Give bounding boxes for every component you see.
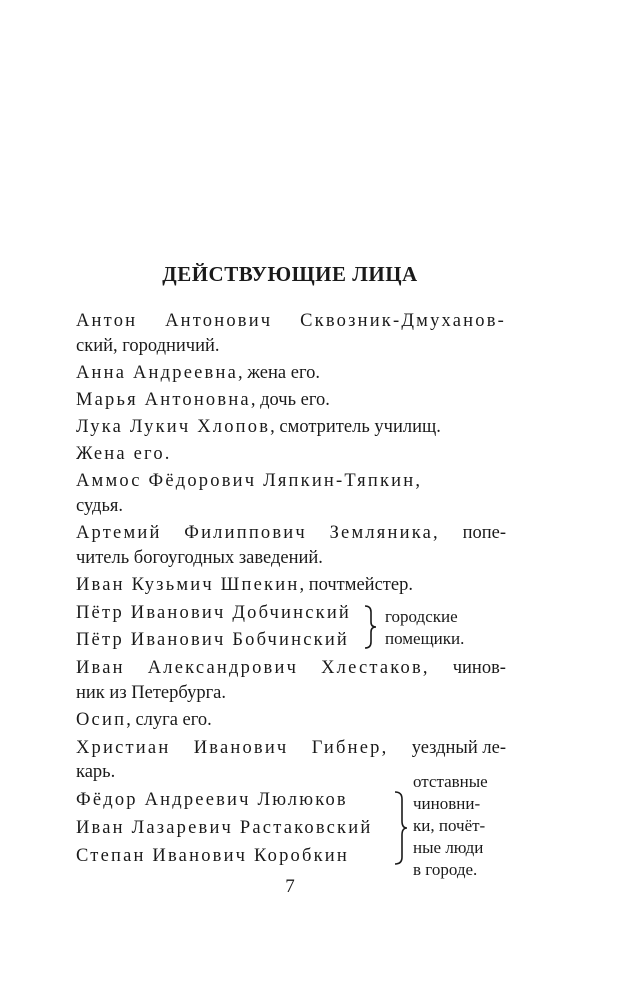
character-rastakovsky: Иван Лазаревич Растаковский xyxy=(76,818,373,838)
name-word: Гибнер, xyxy=(311,738,389,758)
character-desc: чинов- xyxy=(452,658,506,678)
brace-icon xyxy=(392,790,410,866)
page-title: ДЕЙСТВУЮЩИЕ ЛИЦА xyxy=(162,262,418,286)
character-desc: , смотритель училищ. xyxy=(270,417,441,437)
character-desc: , жена его. xyxy=(238,363,320,383)
name-word: Антон xyxy=(76,311,138,331)
note-line: отставные xyxy=(413,772,488,791)
character-dobchinsky: Пётр Иванович Добчинский xyxy=(76,603,352,623)
name-word: Иванович xyxy=(193,738,289,758)
character-zemlyanika-cont: читель богоугодных заведений. xyxy=(76,548,323,568)
name-word: Иван xyxy=(76,658,125,678)
character-name: Аммос Фёдорович Ляпкин-Тяпкин xyxy=(76,471,416,491)
character-khlestakov-cont: ник из Петербурга. xyxy=(76,683,226,703)
character-desc: , дочь его. xyxy=(250,390,330,410)
landowners-note xyxy=(385,606,464,650)
note-line: чиновни- xyxy=(413,794,481,813)
name-word: Артемий xyxy=(76,523,162,543)
note-line: ные люди xyxy=(413,838,484,857)
name-word: Земляника, xyxy=(329,523,440,543)
character-desc: уездный ле- xyxy=(411,738,506,758)
note-line: городские xyxy=(385,607,458,626)
character-gibner-cont: карь. xyxy=(76,762,116,782)
note-line: ки, почёт- xyxy=(413,816,486,835)
name-word: Христиан xyxy=(76,738,171,758)
name-word: Хлестаков, xyxy=(321,658,430,678)
character-name: Иван Кузьмич Шпекин xyxy=(76,575,300,595)
character-skvoznik xyxy=(76,311,506,332)
character-khlopov xyxy=(76,417,441,438)
character-name: Марья Антоновна xyxy=(76,390,251,410)
brace-icon xyxy=(362,604,378,650)
character-name: Осип xyxy=(76,710,127,730)
character-gibner xyxy=(76,738,506,759)
character-name: Жена его. xyxy=(76,444,172,464)
character-khlestakov xyxy=(76,658,506,679)
character-desc: попе- xyxy=(462,523,506,543)
character-desc: , почтмейстер. xyxy=(299,575,413,595)
character-lyapkin-cont: судья. xyxy=(76,496,124,516)
page-number: 7 xyxy=(285,876,295,897)
character-zemlyanika xyxy=(76,523,506,544)
name-word: Сквозник-Дмуханов- xyxy=(300,311,506,331)
character-lyulyukov: Фёдор Андреевич Люлюков xyxy=(76,790,348,810)
character-wife xyxy=(76,444,172,465)
character-osip xyxy=(76,710,212,731)
character-marya xyxy=(76,390,330,411)
character-skvoznik-cont: ский, городничий. xyxy=(76,336,220,356)
character-desc: , xyxy=(415,471,421,491)
note-line: в городе. xyxy=(413,860,478,879)
character-anna xyxy=(76,363,320,384)
officials-note xyxy=(413,771,488,881)
character-name: Анна Андреевна xyxy=(76,363,238,383)
character-bobchinsky: Пётр Иванович Бобчинский xyxy=(76,630,350,650)
name-word: Антонович xyxy=(165,311,273,331)
character-lyapkin xyxy=(76,471,420,492)
name-word: Александрович xyxy=(147,658,299,678)
character-name: Лука Лукич Хлопов xyxy=(76,417,271,437)
name-word: Филиппович xyxy=(184,523,307,543)
character-desc: , слуга его. xyxy=(126,710,212,730)
character-korobkin: Степан Иванович Коробкин xyxy=(76,846,349,866)
character-shpekin xyxy=(76,575,413,596)
note-line: помещики. xyxy=(385,629,465,648)
